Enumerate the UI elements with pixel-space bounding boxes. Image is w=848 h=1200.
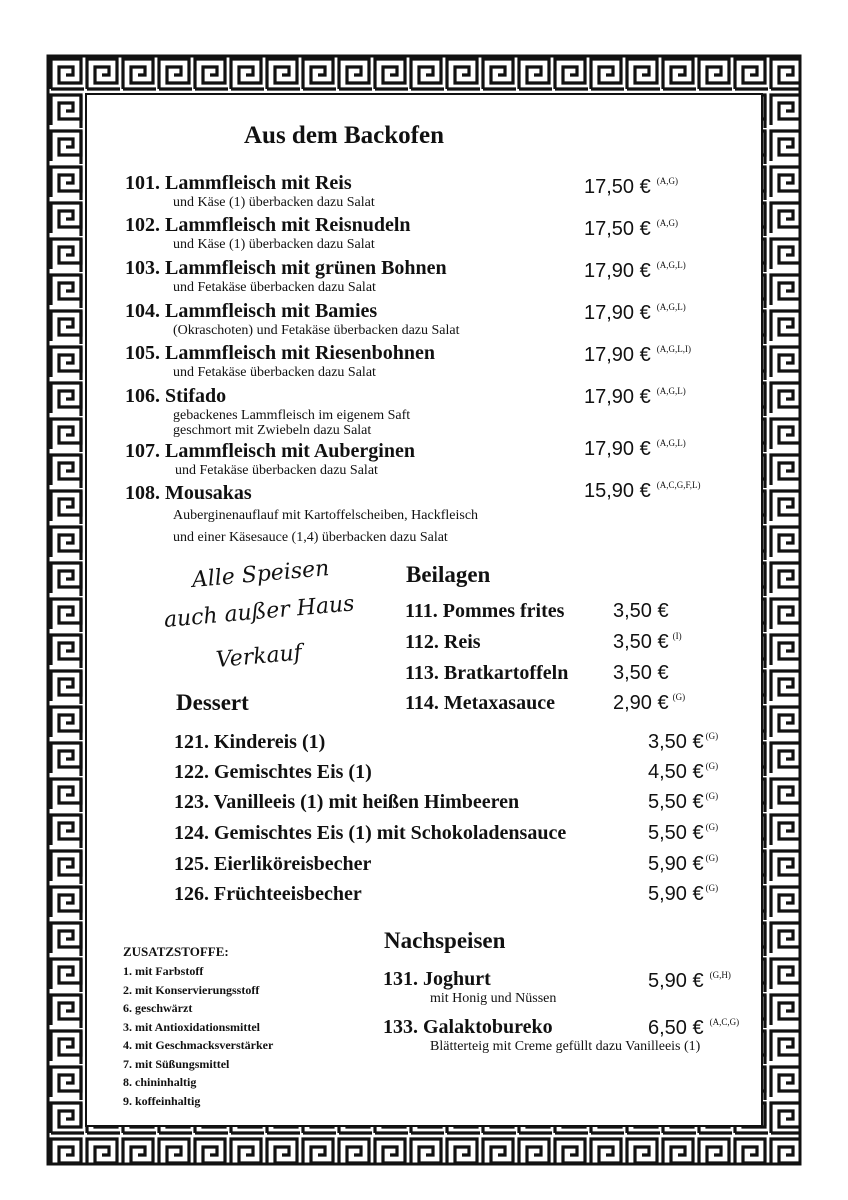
list-item: 111. Pommes frites xyxy=(405,600,565,622)
item-price: 17,90 € $^{(A,G,L,I)}$ xyxy=(584,344,691,366)
item-price: 6,50 € $^{(A,C,G)}$ xyxy=(648,1017,740,1039)
item-price: 17,90 € $^{(A,G,L)}$ xyxy=(584,260,686,282)
nachspeisen-heading: Nachspeisen xyxy=(384,928,506,953)
additives-box xyxy=(123,944,273,1110)
list-item xyxy=(125,214,411,252)
additive-item: 2. mit Konservierungsstoff xyxy=(123,982,260,997)
item-desc: Blätterteig mit Creme gefüllt dazu Vanilleeis (1) xyxy=(430,1039,701,1054)
additive-item: 9. koffeinhaltig xyxy=(123,1093,201,1108)
additive-item: 7. mit Süßungsmittel xyxy=(123,1056,230,1071)
item-price: 3,50 € xyxy=(613,600,669,622)
item-desc: und einer Käsesauce (1,4) überbacken dazu Salat xyxy=(173,530,448,545)
list-item: 126. Früchteeisbecher xyxy=(174,883,362,905)
item-price: 2,90 € $^{(G)}$ xyxy=(613,692,686,714)
additive-item: 3. mit Antioxidationsmittel xyxy=(123,1019,260,1034)
list-item: 121. Kindereis (1) xyxy=(174,731,326,753)
takeaway-note-line: auch außer Haus xyxy=(162,591,356,633)
item-price: 17,90 € $^{(A,G,L)}$ xyxy=(584,302,686,324)
additive-item: 1. mit Farbstoff xyxy=(123,964,204,978)
list-item: 113. Bratkartoffeln xyxy=(405,662,569,684)
item-title: 106. Stifado xyxy=(125,385,227,407)
item-price: 5,50 € $^{(G)}$ xyxy=(648,791,719,813)
list-item xyxy=(125,342,435,380)
list-item xyxy=(383,968,556,1006)
item-price: 15,90 € $^{(A,C,G,F,L)}$ xyxy=(584,480,701,502)
item-desc: und Fetakäse überbacken dazu Salat xyxy=(175,463,378,478)
item-price: 5,90 € $^{(G)}$ xyxy=(648,853,719,875)
item-desc: und Fetakäse überbacken dazu Salat xyxy=(173,365,376,380)
item-title: 104. Lammfleisch mit Bamies xyxy=(125,300,378,322)
list-item: 122. Gemischtes Eis (1) xyxy=(174,761,372,783)
list-item xyxy=(125,440,415,478)
item-price: 5,50 € $^{(G)}$ xyxy=(648,822,719,844)
item-title: 103. Lammfleisch mit grünen Bohnen xyxy=(125,257,447,279)
list-item xyxy=(125,257,447,295)
list-item: 123. Vanilleeis (1) mit heißen Himbeeren xyxy=(174,791,520,813)
list-item: 124. Gemischtes Eis (1) mit Schokoladensauce xyxy=(174,822,567,844)
item-desc: und Käse (1) überbacken dazu Salat xyxy=(173,237,375,252)
item-price: 5,90 € $^{(G,H)}$ xyxy=(648,970,731,992)
list-item: 114. Metaxasauce xyxy=(405,692,555,714)
item-desc: Auberginenauflauf mit Kartoffelscheiben, Hackfleisch xyxy=(173,508,479,523)
beilagen-heading: Beilagen xyxy=(406,562,491,587)
list-item xyxy=(125,172,375,210)
list-item xyxy=(125,482,478,549)
item-price: 17,50 € $^{(A,G)}$ xyxy=(584,218,678,240)
item-desc: gebackenes Lammfleisch im eigenem Saft xyxy=(173,408,411,423)
backofen-heading: Aus dem Backofen xyxy=(244,122,445,149)
item-price: 17,50 € $^{(A,G)}$ xyxy=(584,176,678,198)
item-desc: mit Honig und Nüssen xyxy=(430,991,557,1006)
item-title: 133. Galaktobureko xyxy=(383,1016,553,1038)
takeaway-note-line: Verkauf xyxy=(214,640,303,673)
additive-item: 6. geschwärzt xyxy=(123,1001,193,1015)
item-price: 3,50 € $^{(I)}$ xyxy=(613,631,682,653)
additive-item: 8. chininhaltig xyxy=(123,1075,197,1089)
item-title: 102. Lammfleisch mit Reisnudeln xyxy=(125,214,411,236)
item-price: 4,50 € $^{(G)}$ xyxy=(648,761,719,783)
item-title: 107. Lammfleisch mit Auberginen xyxy=(125,440,415,462)
item-price: 5,90 € $^{(G)}$ xyxy=(648,883,719,905)
item-price: 3,50 € $^{(G)}$ xyxy=(648,731,719,753)
item-desc: und Käse (1) überbacken dazu Salat xyxy=(173,195,375,210)
list-item: 125. Eierliköreisbecher xyxy=(174,853,372,875)
takeaway-note-line: Alle Speisen xyxy=(190,556,331,593)
dessert-heading: Dessert xyxy=(176,690,249,715)
item-price: 17,90 € $^{(A,G,L)}$ xyxy=(584,386,686,408)
item-title: 101. Lammfleisch mit Reis xyxy=(125,172,352,194)
list-item xyxy=(125,385,410,438)
item-title: 131. Joghurt xyxy=(383,968,491,990)
item-title: 108. Mousakas xyxy=(125,482,252,504)
item-price: 3,50 € xyxy=(613,662,669,684)
item-desc: geschmort mit Zwiebeln dazu Salat xyxy=(173,423,372,438)
list-item xyxy=(125,300,460,338)
item-title: 105. Lammfleisch mit Riesenbohnen xyxy=(125,342,435,364)
item-price: 17,90 € $^{(A,G,L)}$ xyxy=(584,438,686,460)
item-desc: und Fetakäse überbacken dazu Salat xyxy=(173,280,376,295)
list-item: 112. Reis xyxy=(405,631,481,653)
additives-heading: ZUSATZSTOFFE: xyxy=(123,944,229,959)
additive-item: 4. mit Geschmacksverstärker xyxy=(123,1038,274,1052)
item-desc: (Okraschoten) und Fetakäse überbacken dazu Salat xyxy=(173,323,460,338)
